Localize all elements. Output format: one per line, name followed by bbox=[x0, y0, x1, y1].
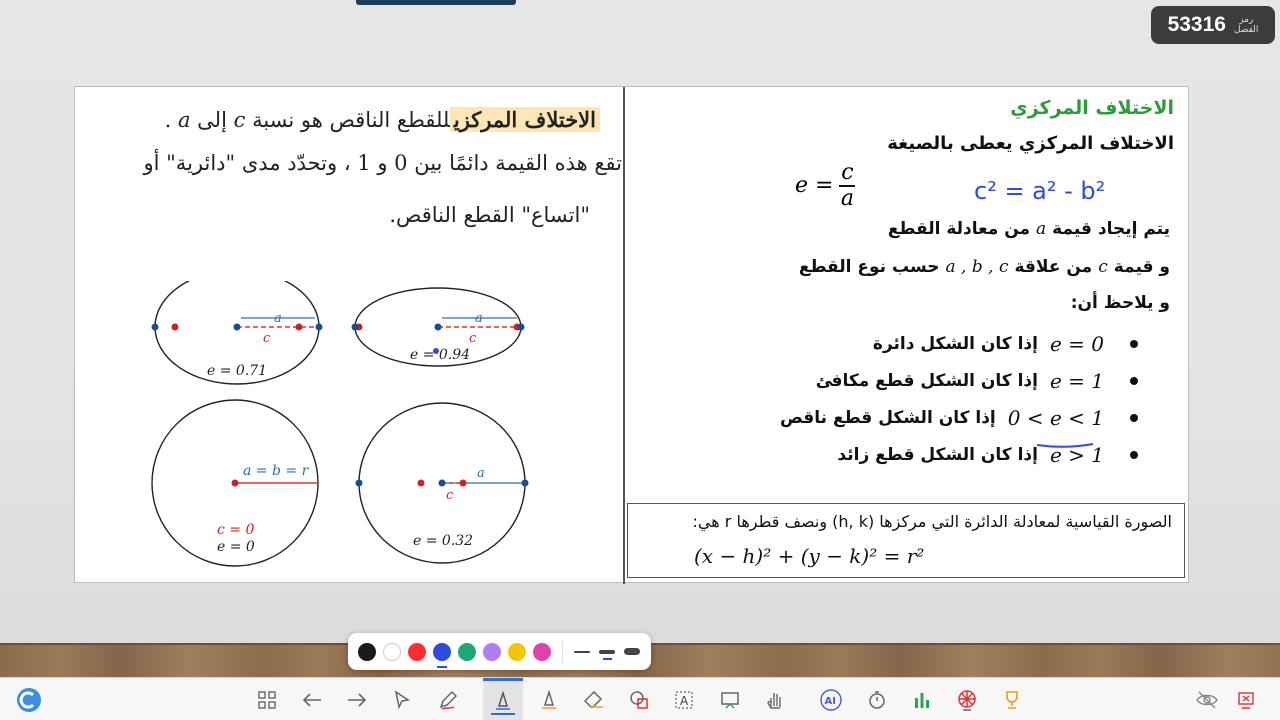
class-code-badge[interactable] bbox=[1151, 6, 1275, 44]
svg-text:c² = a² - b²: c² = a² - b² bbox=[974, 177, 1106, 205]
color-swatch-blue[interactable] bbox=[433, 643, 451, 661]
eye-off-icon[interactable] bbox=[1187, 678, 1227, 720]
label-e071: e = 0.71 bbox=[207, 363, 268, 379]
color-swatch-purple[interactable] bbox=[483, 643, 501, 661]
wheel-icon[interactable] bbox=[947, 678, 987, 720]
color-swatch-yellow[interactable] bbox=[508, 643, 526, 661]
ai-icon[interactable] bbox=[811, 678, 851, 720]
circle-equation: (x − h)² + (y − k)² = r² bbox=[694, 544, 925, 568]
left-paragraph-line1: الاختلاف المركزيللقطع الناقص هو نسبة c إلى a . bbox=[165, 107, 600, 132]
stroke-thin[interactable] bbox=[574, 651, 590, 653]
pen-underline bbox=[1035, 441, 1095, 451]
stroke-medium[interactable] bbox=[599, 650, 615, 654]
note-line: و يلاحظ أن: bbox=[1070, 293, 1170, 313]
trophy-icon[interactable] bbox=[992, 678, 1032, 720]
formula-intro: الاختلاف المركزي يعطى بالصيغة bbox=[887, 133, 1174, 154]
shapes-icon[interactable] bbox=[619, 678, 659, 720]
ellipse-figures bbox=[149, 281, 529, 571]
label-aeqbeqr: a = b = r bbox=[243, 463, 309, 479]
class-code-number: 53316 bbox=[1167, 13, 1226, 36]
eccentricity-formula: e = $\frac{c}{a}$ bbox=[795, 160, 855, 211]
circle-equation-text: الصورة القياسية لمعادلة الدائرة التي مركزها (h, k) ونصف قطرها r هي: bbox=[692, 512, 1172, 531]
stroke-thick[interactable] bbox=[624, 648, 640, 655]
label-e032: e = 0.32 bbox=[413, 533, 474, 549]
pen-icon[interactable] bbox=[428, 678, 468, 720]
arrow-left-icon[interactable] bbox=[292, 678, 332, 720]
top-window-edge bbox=[356, 0, 516, 5]
label-c0: c = 0 bbox=[217, 522, 255, 538]
color-swatch-green[interactable] bbox=[458, 643, 476, 661]
svg-text:c: c bbox=[446, 488, 454, 503]
hand-icon[interactable] bbox=[755, 678, 795, 720]
grid-icon[interactable] bbox=[247, 678, 287, 720]
class-code-label: رمز الفصل bbox=[1233, 15, 1259, 35]
app-logo-icon[interactable] bbox=[9, 678, 49, 720]
color-swatch-red[interactable] bbox=[408, 643, 426, 661]
slide-canvas[interactable] bbox=[74, 86, 1189, 583]
text-icon[interactable] bbox=[664, 678, 704, 720]
left-paragraph-line2: تقع هذه القيمة دائمًا بين 0 و 1 ، وتحدّد مدى "دائرية" أو bbox=[143, 151, 622, 175]
term-highlight: الاختلاف المركزي bbox=[450, 107, 600, 132]
list-item: 0 < e < 1 إذا كان الشكل قطع ناقص bbox=[780, 399, 1138, 436]
bottom-toolbar bbox=[0, 677, 1280, 720]
left-paragraph-line3: "اتساع" القطع الناقص. bbox=[389, 203, 590, 227]
color-swatch-black[interactable] bbox=[358, 643, 376, 661]
label-e094: e = 0.94 bbox=[410, 347, 471, 363]
svg-text:a: a bbox=[477, 466, 485, 481]
label-e0: e = 0 bbox=[217, 539, 255, 555]
slide-divider bbox=[623, 87, 625, 584]
handwritten-annotation bbox=[970, 171, 1140, 211]
label-a-1: a bbox=[274, 311, 282, 326]
arrow-right-icon[interactable] bbox=[337, 678, 377, 720]
svg-text:A: A bbox=[680, 693, 689, 708]
timer-icon[interactable] bbox=[857, 678, 897, 720]
palette-separator bbox=[562, 641, 563, 663]
list-item: e = 0 إذا كان الشكل دائرة bbox=[780, 325, 1138, 362]
highlighter-icon[interactable] bbox=[483, 678, 523, 720]
board-icon[interactable] bbox=[710, 678, 750, 720]
list-item: e > 1 إذا كان الشكل قطع زائد bbox=[780, 436, 1138, 473]
list-item: e = 1 إذا كان الشكل قطع مكافئ bbox=[780, 362, 1138, 399]
stroke-selected-indicator bbox=[603, 658, 612, 660]
svg-text:a: a bbox=[475, 311, 483, 326]
cursor-icon[interactable] bbox=[382, 678, 422, 720]
svg-text:c: c bbox=[469, 331, 477, 346]
eraser-icon[interactable] bbox=[574, 678, 614, 720]
circle-equation-box bbox=[627, 503, 1185, 578]
exit-icon[interactable] bbox=[1226, 678, 1266, 720]
pen-color-palette bbox=[348, 633, 651, 670]
find-a-line: يتم إيجاد قيمةaمن معادلة القطع bbox=[887, 219, 1170, 239]
svg-text:AI: AI bbox=[824, 695, 836, 707]
section-title: الاختلاف المركزي bbox=[1010, 97, 1174, 119]
chart-icon[interactable] bbox=[902, 678, 942, 720]
label-c-1: c bbox=[263, 331, 271, 346]
find-c-line: و قيمةcمن علاقةa , b , cحسب نوع القطع bbox=[798, 257, 1170, 277]
marker-icon[interactable] bbox=[529, 678, 569, 720]
color-swatch-white[interactable] bbox=[383, 643, 401, 661]
color-swatch-pink[interactable] bbox=[533, 643, 551, 661]
